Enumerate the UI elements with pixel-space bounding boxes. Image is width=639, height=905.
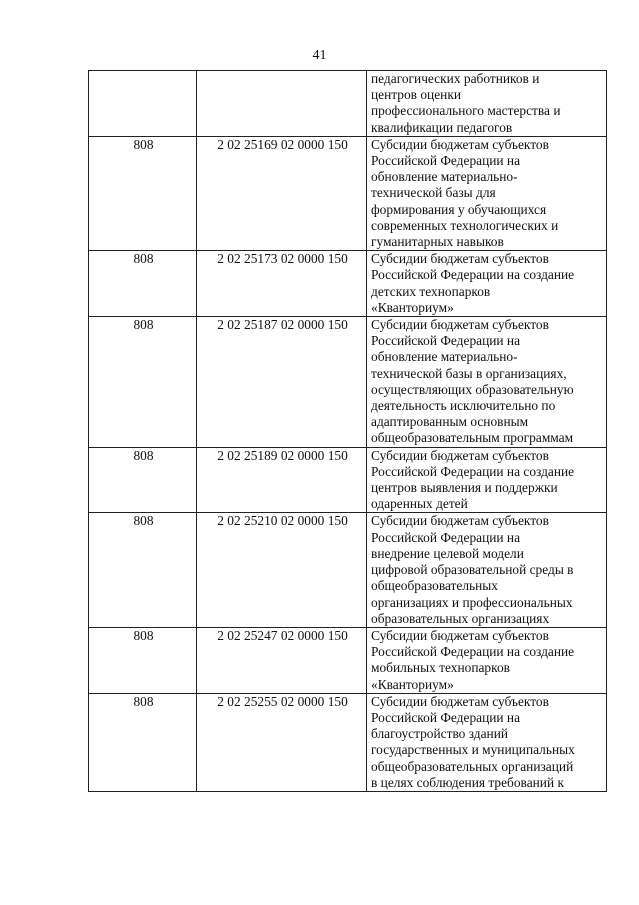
description-line: Субсидии бюджетам субъектов bbox=[371, 251, 549, 267]
description-line: в целях соблюдения требований к bbox=[371, 774, 564, 790]
description-line: обновление материально- bbox=[371, 169, 518, 185]
description-line: Субсидии бюджетам субъектов bbox=[371, 513, 549, 529]
budget-code-cell: 2 02 25189 02 0000 150 bbox=[197, 447, 367, 513]
description-line: осуществляющих образовательную bbox=[371, 381, 574, 397]
description-line: Субсидии бюджетам субъектов bbox=[371, 447, 549, 463]
budget-code-cell: 2 02 25173 02 0000 150 bbox=[197, 251, 367, 317]
admin-code-cell: 808 bbox=[89, 513, 197, 627]
table-row bbox=[89, 693, 607, 791]
table-row bbox=[89, 447, 607, 513]
description-cell bbox=[367, 447, 607, 513]
description-line: технической базы в организациях, bbox=[371, 365, 567, 381]
admin-code-cell: 808 bbox=[89, 693, 197, 791]
description-line: внедрение целевой модели bbox=[371, 545, 524, 561]
description-line: «Кванториум» bbox=[371, 299, 454, 315]
description-line: центров оценки bbox=[371, 87, 461, 103]
description-line: обновление материально- bbox=[371, 349, 518, 365]
admin-code-cell: 808 bbox=[89, 447, 197, 513]
description-line: цифровой образовательной среды в bbox=[371, 562, 574, 578]
table-row bbox=[89, 317, 607, 448]
page-number: 41 bbox=[312, 48, 327, 63]
table-row bbox=[89, 627, 607, 693]
description-line: Российской Федерации на bbox=[371, 333, 521, 349]
description-line: государственных и муниципальных bbox=[371, 742, 575, 758]
admin-code-cell bbox=[89, 71, 197, 137]
description-line: гуманитарных навыков bbox=[371, 234, 504, 250]
table-row bbox=[89, 71, 607, 137]
description-line: Российской Федерации на bbox=[371, 709, 521, 725]
budget-classification-table bbox=[88, 70, 607, 792]
description-line: образовательных организациях bbox=[371, 610, 550, 626]
admin-code-cell: 808 bbox=[89, 317, 197, 448]
description-line: технической базы для bbox=[371, 185, 496, 201]
description-line: профессионального мастерства и bbox=[371, 103, 561, 119]
description-line: Субсидии бюджетам субъектов bbox=[371, 627, 549, 643]
description-cell bbox=[367, 71, 607, 137]
table-row bbox=[89, 136, 607, 250]
admin-code-cell: 808 bbox=[89, 627, 197, 693]
description-line: Субсидии бюджетам субъектов bbox=[371, 693, 549, 709]
description-line: деятельность исключительно по bbox=[371, 398, 556, 414]
description-line: благоустройство зданий bbox=[371, 726, 509, 742]
budget-code-cell: 2 02 25247 02 0000 150 bbox=[197, 627, 367, 693]
budget-code-cell bbox=[197, 71, 367, 137]
description-line: Субсидии бюджетам субъектов bbox=[371, 136, 549, 152]
description-line: центров выявления и поддержки bbox=[371, 480, 558, 496]
budget-code-cell: 2 02 25187 02 0000 150 bbox=[197, 317, 367, 448]
description-line: мобильных технопарков bbox=[371, 660, 510, 676]
table-body bbox=[89, 71, 607, 792]
description-cell bbox=[367, 251, 607, 317]
description-line: организациях и профессиональных bbox=[371, 594, 573, 610]
description-line: современных технологических и bbox=[371, 217, 559, 233]
budget-code-cell: 2 02 25255 02 0000 150 bbox=[197, 693, 367, 791]
description-line: Российской Федерации на создание bbox=[371, 644, 575, 660]
description-line: Российской Федерации на bbox=[371, 153, 521, 169]
description-line: одаренных детей bbox=[371, 496, 468, 512]
description-line: Российской Федерации на создание bbox=[371, 267, 575, 283]
admin-code-cell: 808 bbox=[89, 251, 197, 317]
description-line: педагогических работников и bbox=[371, 71, 540, 86]
description-cell bbox=[367, 693, 607, 791]
description-line: общеобразовательным программам bbox=[371, 430, 574, 446]
description-line: Субсидии бюджетам субъектов bbox=[371, 317, 549, 333]
description-line: общеобразовательных bbox=[371, 578, 499, 594]
budget-code-cell: 2 02 25210 02 0000 150 bbox=[197, 513, 367, 627]
description-line: Российской Федерации на создание bbox=[371, 463, 575, 479]
table-row bbox=[89, 251, 607, 317]
table-row bbox=[89, 513, 607, 627]
budget-code-cell: 2 02 25169 02 0000 150 bbox=[197, 136, 367, 250]
description-cell bbox=[367, 513, 607, 627]
description-line: детских технопарков bbox=[371, 283, 491, 299]
description-line: квалификации педагогов bbox=[371, 119, 513, 135]
description-line: адаптированным основным bbox=[371, 414, 529, 430]
admin-code-cell: 808 bbox=[89, 136, 197, 250]
description-line: «Кванториум» bbox=[371, 676, 454, 692]
description-cell bbox=[367, 627, 607, 693]
description-line: общеобразовательных организаций bbox=[371, 758, 574, 774]
description-cell bbox=[367, 317, 607, 448]
description-line: Российской Федерации на bbox=[371, 529, 521, 545]
description-line: формирования у обучающихся bbox=[371, 201, 547, 217]
description-cell bbox=[367, 136, 607, 250]
